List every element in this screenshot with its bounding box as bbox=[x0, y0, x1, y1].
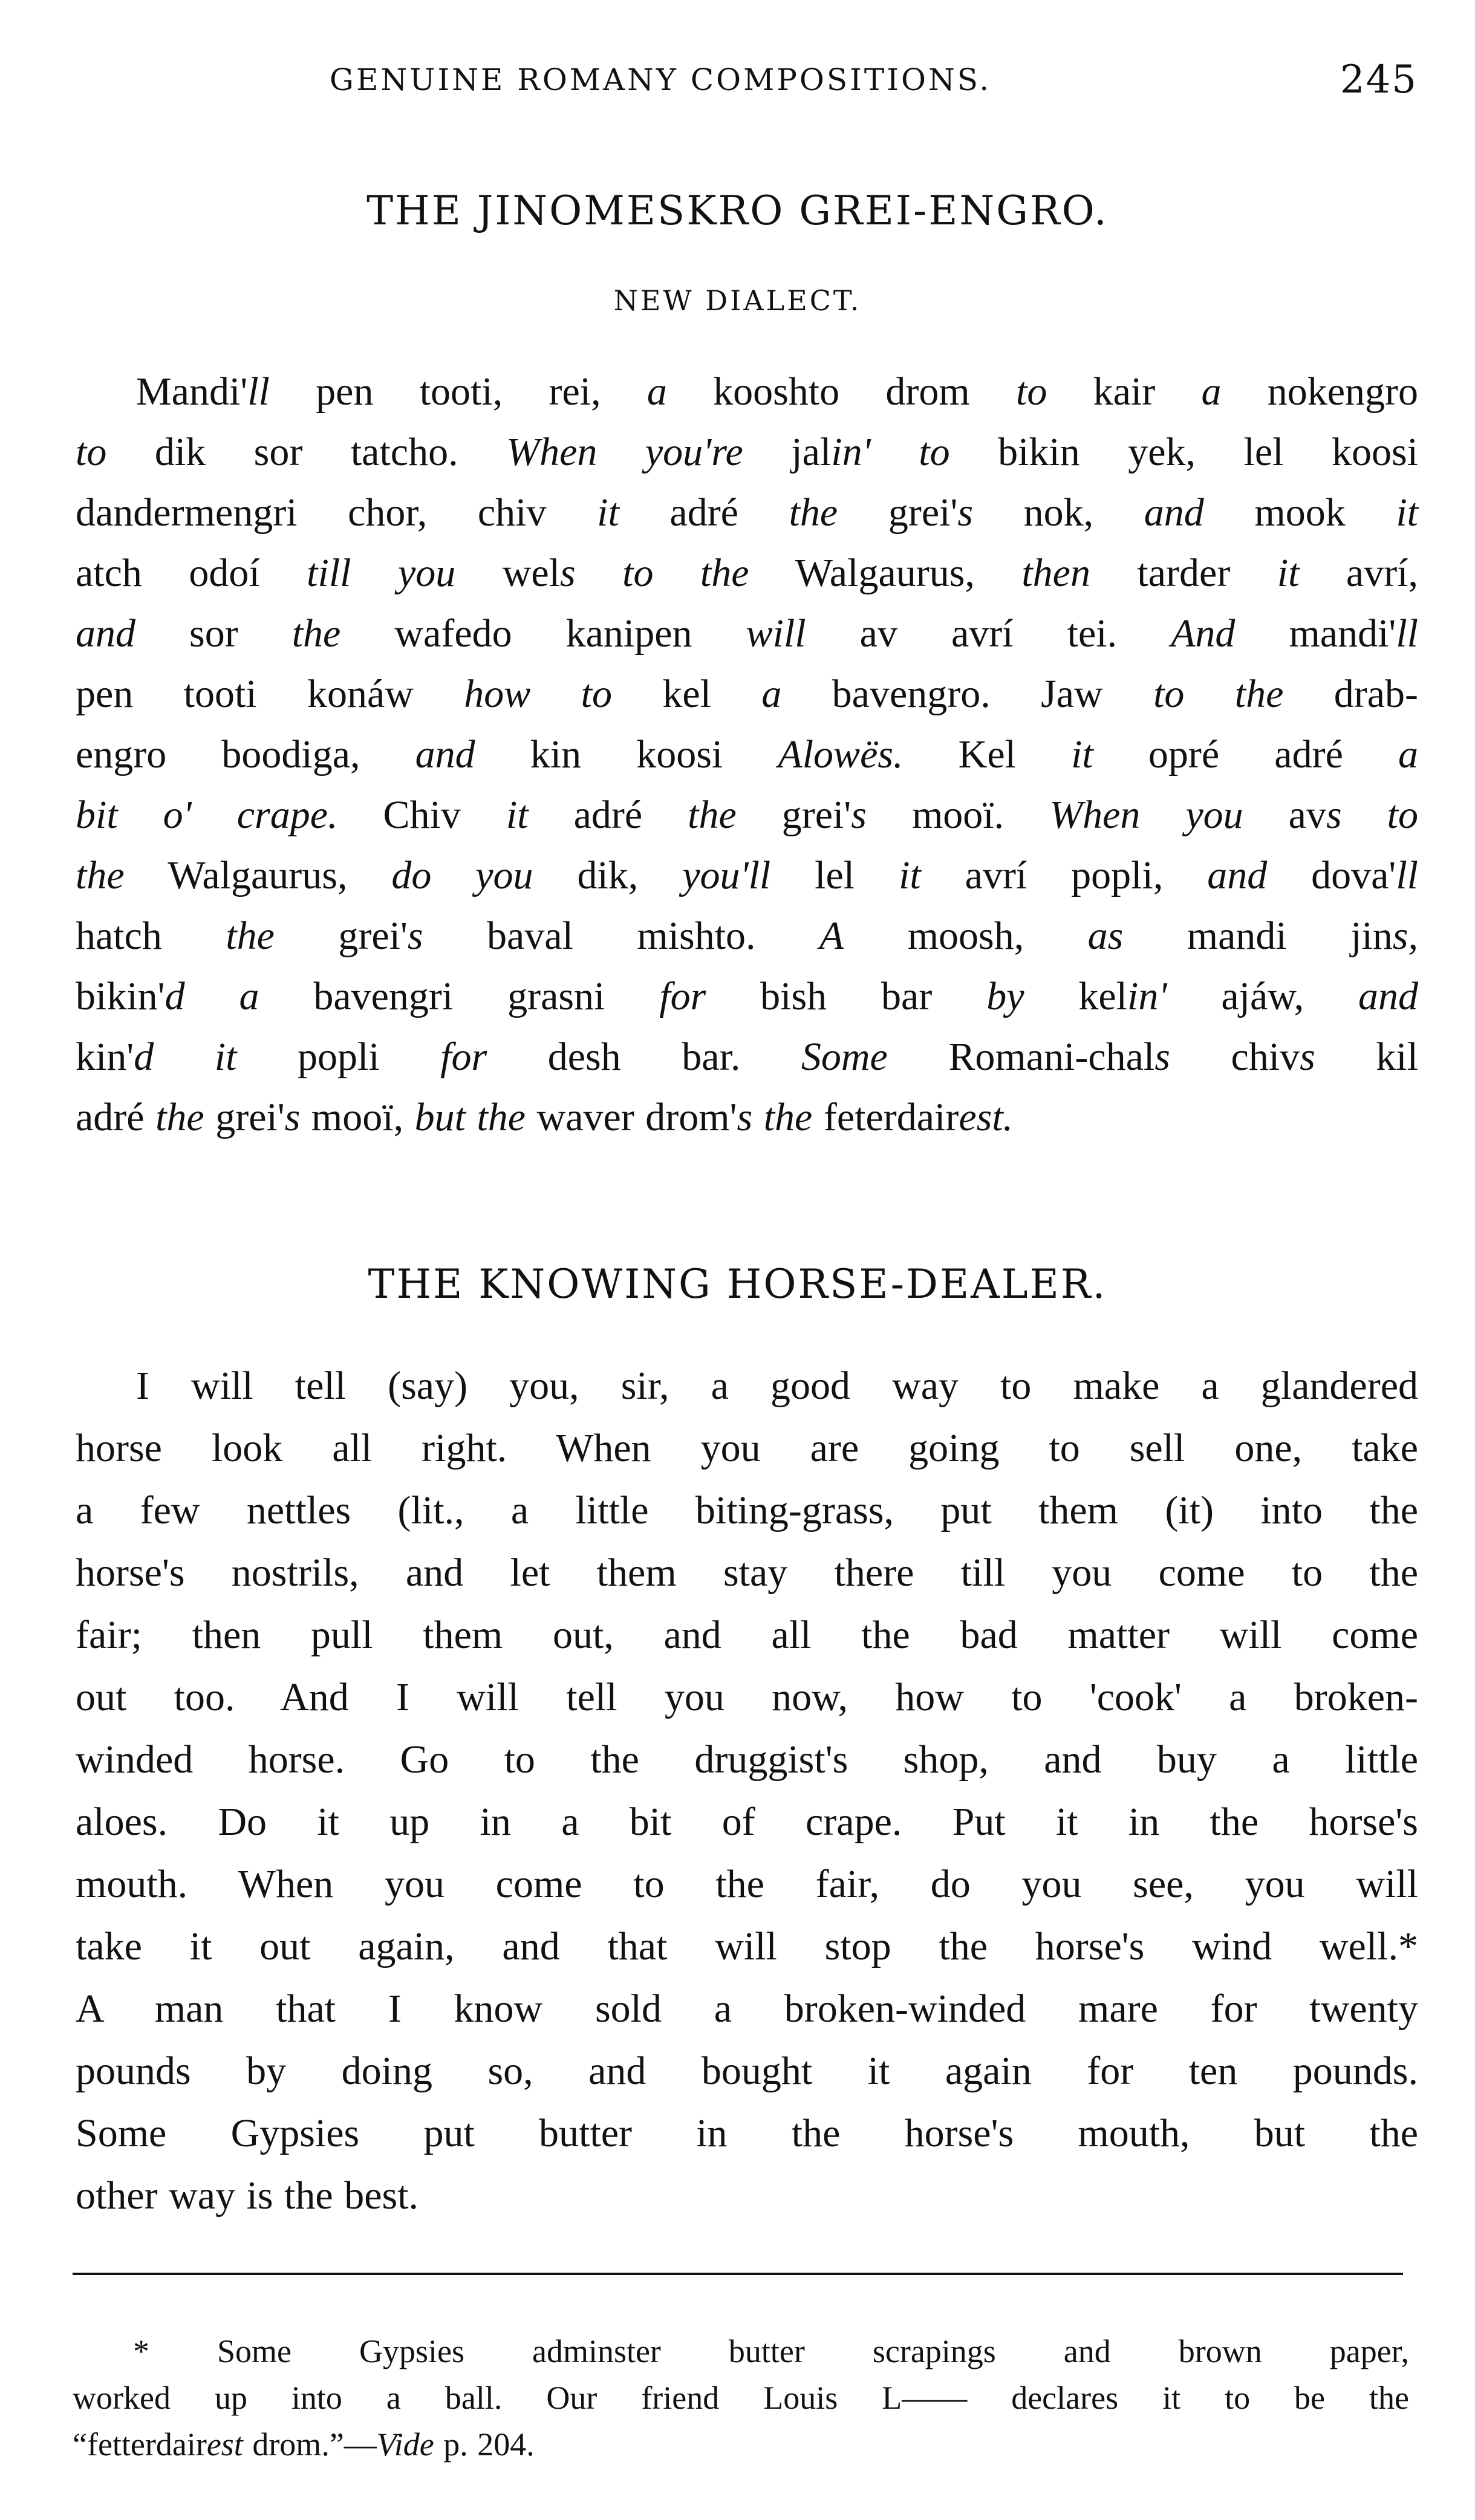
text-line bbox=[76, 2040, 1418, 2102]
footnote-divider bbox=[73, 2273, 1403, 2275]
italic-text: and bbox=[1207, 853, 1268, 897]
italic-text: ll bbox=[1396, 611, 1419, 656]
text-run: adré bbox=[76, 1095, 156, 1139]
text-run: adré bbox=[619, 490, 789, 535]
text-run: kel bbox=[612, 672, 762, 716]
text-run: kooshto drom bbox=[666, 370, 1016, 414]
italic-text: s to bbox=[1326, 793, 1418, 837]
text-run: kin' bbox=[76, 1035, 134, 1079]
text-run: dandermengri chor, chiv bbox=[76, 490, 597, 535]
italic-text: a bbox=[1398, 732, 1418, 777]
text-run: out too. And I will tell you now, how to 'cook' a broken- bbox=[76, 1675, 1418, 1719]
italic-text: a bbox=[761, 672, 782, 716]
text-run: avrí popli, bbox=[920, 853, 1208, 897]
text-run: p. 204. bbox=[434, 2426, 535, 2463]
italic-text: bit o' crape. bbox=[76, 793, 338, 837]
text-run: worked up into a ball. Our friend Louis L—— declares it to be the bbox=[73, 2380, 1409, 2416]
text-run: drab- bbox=[1283, 672, 1418, 716]
italic-text: it bbox=[1071, 732, 1093, 777]
text-run: moosh, bbox=[844, 914, 1088, 958]
text-line bbox=[76, 1087, 1418, 1148]
running-head bbox=[76, 57, 1418, 106]
italic-text: it bbox=[1396, 490, 1418, 535]
italic-text: the bbox=[789, 490, 838, 535]
italic-text: to bbox=[76, 430, 107, 474]
italic-text: s bbox=[407, 914, 423, 958]
text-line bbox=[76, 604, 1418, 664]
text-run: Mandi' bbox=[136, 370, 248, 414]
italic-text: in' bbox=[831, 430, 871, 474]
text-run: nokengro bbox=[1221, 370, 1419, 414]
italic-text: s the bbox=[737, 1095, 813, 1139]
text-line bbox=[76, 1479, 1418, 1542]
text-line bbox=[73, 2328, 1409, 2375]
text-line bbox=[76, 966, 1418, 1027]
text-run: mook bbox=[1203, 490, 1396, 535]
text-run: bikin' bbox=[76, 974, 165, 1018]
text-line bbox=[76, 543, 1418, 604]
text-run: avrí, bbox=[1299, 551, 1419, 595]
italic-text: est bbox=[206, 2426, 243, 2463]
text-line bbox=[76, 1542, 1418, 1604]
text-run: lel bbox=[770, 853, 899, 897]
italic-text: And bbox=[1171, 611, 1236, 656]
text-run: ajáw, bbox=[1167, 974, 1358, 1018]
italic-text: ll bbox=[1396, 853, 1419, 897]
text-run: adré bbox=[528, 793, 688, 837]
text-run: kair bbox=[1047, 370, 1202, 414]
italic-text: s bbox=[1154, 1035, 1170, 1079]
text-line bbox=[76, 422, 1418, 483]
italic-text: and bbox=[1358, 974, 1418, 1018]
text-line bbox=[76, 1978, 1418, 2040]
text-run: fair; then pull them out, and all the bad matter will come bbox=[76, 1613, 1418, 1657]
text-run: waver drom' bbox=[526, 1095, 737, 1139]
text-run: horse's nostrils, and let them stay there till you come to the bbox=[76, 1551, 1418, 1595]
text-run: baval mishto. bbox=[423, 914, 819, 958]
italic-text: the bbox=[76, 853, 125, 897]
romany-paragraph bbox=[76, 362, 1418, 1148]
italic-text: to the bbox=[1153, 672, 1284, 716]
italic-text: d a bbox=[164, 974, 259, 1018]
text-run: chiv bbox=[1170, 1035, 1300, 1079]
text-line bbox=[76, 2102, 1418, 2164]
italic-text: for bbox=[440, 1035, 487, 1079]
italic-text: s bbox=[957, 490, 974, 535]
italic-text: in' bbox=[1127, 974, 1167, 1018]
text-run: Walgaurus, bbox=[124, 853, 392, 897]
text-run: bikin yek, lel koosi bbox=[949, 430, 1419, 474]
italic-text: to bbox=[1015, 370, 1047, 414]
text-line bbox=[76, 1417, 1418, 1479]
italic-text: the bbox=[226, 914, 275, 958]
italic-text: it bbox=[1277, 551, 1300, 595]
italic-text: When you're bbox=[506, 430, 743, 474]
text-run: mooï. bbox=[866, 793, 1050, 837]
text-run: kel bbox=[1024, 974, 1127, 1018]
text-run: mandi' bbox=[1235, 611, 1396, 656]
text-run: nok, bbox=[973, 490, 1144, 535]
text-line bbox=[76, 1604, 1418, 1666]
text-run: bavengro. Jaw bbox=[781, 672, 1154, 716]
text-run: pen tooti, rei, bbox=[269, 370, 647, 414]
text-run: tarder bbox=[1090, 551, 1277, 595]
text-run: mooï, bbox=[300, 1095, 415, 1139]
page-number: 245 bbox=[1340, 57, 1418, 102]
italic-text: and bbox=[415, 732, 475, 777]
text-run: feterdair bbox=[812, 1095, 959, 1139]
italic-text: it bbox=[899, 853, 921, 897]
italic-text: and bbox=[1144, 490, 1204, 535]
text-run: pen tooti konáw bbox=[76, 672, 464, 716]
text-run: wel bbox=[455, 551, 560, 595]
italic-text: ll bbox=[247, 370, 270, 414]
text-line bbox=[76, 1728, 1418, 1791]
italic-text: Some bbox=[801, 1035, 888, 1079]
text-run: atch odoí bbox=[76, 551, 307, 595]
italic-text: how to bbox=[464, 672, 612, 716]
running-title: GENUINE ROMANY COMPOSITIONS. bbox=[330, 62, 992, 97]
text-run: aloes. Do it up in a bit of crape. Put it in the horse's bbox=[76, 1800, 1418, 1844]
italic-text: the bbox=[688, 793, 737, 837]
text-run: engro boodiga, bbox=[76, 732, 415, 777]
italic-text: Alowës. bbox=[778, 732, 904, 777]
text-run: grei' bbox=[204, 1095, 285, 1139]
italic-text: till you bbox=[307, 551, 456, 595]
text-line bbox=[76, 664, 1418, 724]
italic-text: the bbox=[291, 611, 341, 656]
text-line bbox=[76, 845, 1418, 906]
text-run: other way is the best. bbox=[76, 2173, 419, 2218]
italic-text: Vide bbox=[376, 2426, 434, 2463]
italic-text: will bbox=[746, 611, 806, 656]
text-line bbox=[76, 1791, 1418, 1853]
text-line bbox=[76, 1355, 1418, 1417]
italic-text: the bbox=[155, 1095, 204, 1139]
italic-text: a bbox=[1201, 370, 1222, 414]
text-run: a few nettles (lit., a little biting-grass, put them (it) into the bbox=[76, 1488, 1418, 1532]
text-run: wafedo kanipen bbox=[340, 611, 746, 656]
italic-text: s bbox=[284, 1095, 301, 1139]
text-run: * Some Gypsies adminster butter scrapings and brown paper, bbox=[133, 2333, 1409, 2369]
english-paragraph bbox=[76, 1355, 1418, 2227]
text-run: hatch bbox=[76, 914, 226, 958]
italic-text: as bbox=[1087, 914, 1124, 958]
italic-text: do you bbox=[391, 853, 533, 897]
text-line bbox=[73, 2421, 1409, 2468]
text-run: horse look all right. When you are going to sell one, take bbox=[76, 1426, 1418, 1470]
text-run: av avrí tei. bbox=[806, 611, 1171, 656]
text-run: desh bar. bbox=[487, 1035, 801, 1079]
text-line bbox=[76, 1915, 1418, 1978]
text-run: dik, bbox=[533, 853, 683, 897]
text-line bbox=[76, 785, 1418, 845]
text-run: grei' bbox=[736, 793, 851, 837]
italic-text: a bbox=[646, 370, 667, 414]
italic-text: and bbox=[76, 611, 135, 656]
text-line bbox=[76, 1027, 1418, 1087]
text-run: pounds by doing so, and bought it again for ten pounds. bbox=[76, 2049, 1418, 2093]
italic-text: but the bbox=[414, 1095, 526, 1139]
text-run: grei' bbox=[274, 914, 408, 958]
italic-text: d it bbox=[134, 1035, 237, 1079]
section-title-romany: THE JINOMESKRO GREI-ENGRO. bbox=[366, 187, 1109, 234]
italic-text: it bbox=[597, 490, 619, 535]
text-run: sor bbox=[135, 611, 292, 656]
text-run: dova' bbox=[1267, 853, 1396, 897]
italic-text: by bbox=[986, 974, 1024, 1018]
text-run: av bbox=[1243, 793, 1326, 837]
italic-text: est. bbox=[959, 1095, 1014, 1139]
text-run: A man that I know sold a broken-winded mare for twenty bbox=[76, 1987, 1418, 2031]
section-title-english: THE KNOWING HORSE-DEALER. bbox=[368, 1261, 1107, 1307]
text-run: take it out again, and that will stop the horse's wind well.* bbox=[76, 1924, 1418, 1968]
text-run: mandi jin bbox=[1123, 914, 1393, 958]
text-run: jal bbox=[743, 430, 832, 474]
text-line bbox=[76, 483, 1418, 543]
text-run: I will tell (say) you, sir, a good way to make a glandered bbox=[136, 1364, 1418, 1408]
text-run bbox=[871, 430, 919, 474]
italic-text: s, bbox=[1392, 914, 1418, 958]
text-run: dik sor tatcho. bbox=[106, 430, 507, 474]
italic-text: it bbox=[506, 793, 529, 837]
text-line bbox=[73, 2375, 1409, 2421]
text-run: Kel bbox=[903, 732, 1072, 777]
text-line bbox=[76, 724, 1418, 785]
italic-text: then bbox=[1021, 551, 1090, 595]
italic-text: When you bbox=[1049, 793, 1243, 837]
text-run: Some Gypsies put butter in the horse's mouth, but the bbox=[76, 2111, 1418, 2155]
text-run: bavengri grasni bbox=[259, 974, 660, 1018]
italic-text: A bbox=[819, 914, 844, 958]
text-line bbox=[76, 2164, 1418, 2227]
text-run: kil bbox=[1315, 1035, 1418, 1079]
text-run: drom.”— bbox=[243, 2426, 377, 2463]
text-line bbox=[76, 362, 1418, 422]
italic-text: s bbox=[851, 793, 867, 837]
text-run: mouth. When you come to the fair, do you see, you will bbox=[76, 1862, 1418, 1906]
text-run: “fetterdair bbox=[73, 2426, 207, 2463]
text-line bbox=[76, 1666, 1418, 1728]
italic-text: s to the bbox=[560, 551, 749, 595]
italic-text: you'll bbox=[682, 853, 771, 897]
text-line bbox=[76, 906, 1418, 966]
text-run: bish bar bbox=[706, 974, 987, 1018]
text-run: popli bbox=[236, 1035, 441, 1079]
italic-text: to bbox=[919, 430, 950, 474]
italic-text: s bbox=[1300, 1035, 1315, 1079]
footnote bbox=[73, 2328, 1409, 2468]
text-run: grei' bbox=[838, 490, 958, 535]
text-run: winded horse. Go to the druggist's shop, and buy a little bbox=[76, 1737, 1418, 1782]
text-run: kin koosi bbox=[475, 732, 778, 777]
text-run: opré adré bbox=[1093, 732, 1398, 777]
italic-text: for bbox=[659, 974, 706, 1018]
text-run: Romani-chal bbox=[887, 1035, 1155, 1079]
text-run: Walgaurus, bbox=[749, 551, 1022, 595]
text-run: Chiv bbox=[337, 793, 506, 837]
text-line bbox=[76, 1853, 1418, 1915]
section-subtitle: NEW DIALECT. bbox=[613, 284, 862, 317]
